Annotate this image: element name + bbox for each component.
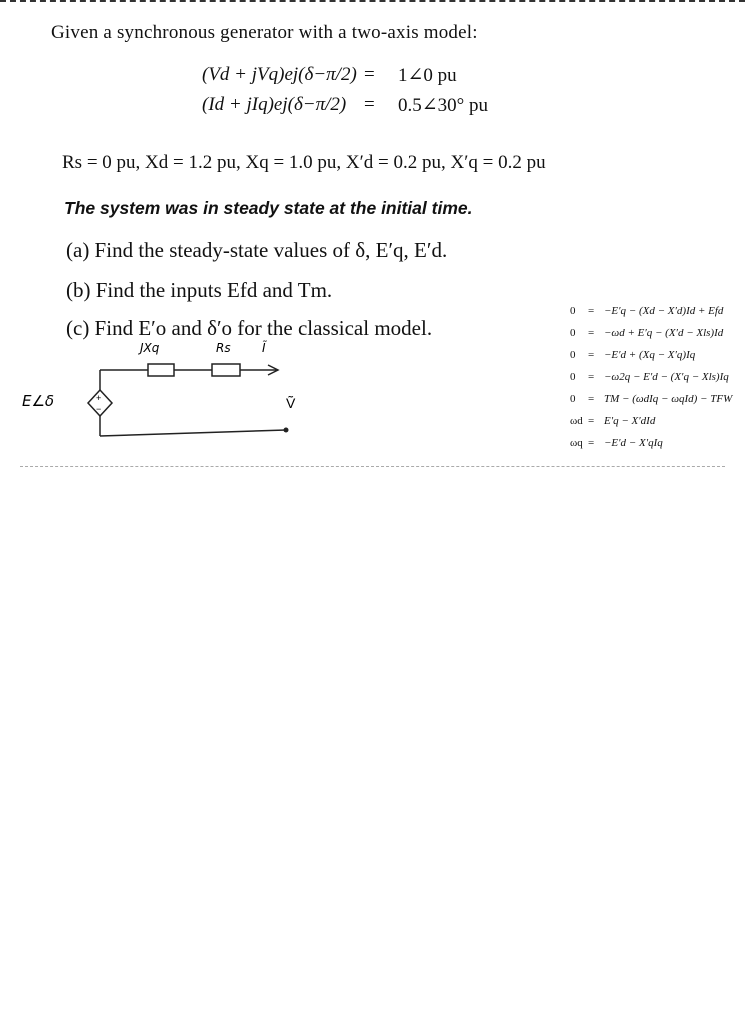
equation-lhs: (Vd + jVq)ej(δ−π/2) bbox=[202, 64, 357, 85]
system-rhs: E′q − X′dId bbox=[604, 415, 656, 427]
system-op: = bbox=[588, 415, 595, 427]
system-lhs: 0 bbox=[570, 305, 576, 317]
steady-state-note: The system was in steady state at the initial time. bbox=[64, 198, 473, 218]
reactance-jxq bbox=[148, 364, 174, 376]
equation-op: = bbox=[364, 94, 375, 115]
question-c: (c) Find E′o and δ′o for the classical model. bbox=[66, 316, 433, 340]
system-op: = bbox=[588, 437, 595, 449]
system-rhs: TM − (ωdIq − ωqId) − TFW bbox=[604, 393, 733, 405]
resistor-rs bbox=[212, 364, 240, 376]
system-rhs: −E′d − X′qIq bbox=[604, 437, 663, 449]
label-voltage: Ṽ bbox=[286, 395, 296, 411]
label-current: Ĩ bbox=[262, 341, 266, 355]
system-op: = bbox=[588, 349, 595, 361]
system-rhs: −E′q − (Xd − X′d)Id + Efd bbox=[604, 305, 724, 317]
equation-rhs: 1∠0 pu bbox=[398, 65, 457, 86]
system-lhs: 0 bbox=[570, 371, 576, 383]
circuit-diagram bbox=[0, 330, 330, 470]
system-op: = bbox=[588, 393, 595, 405]
equation-op: = bbox=[364, 64, 375, 85]
system-lhs: 0 bbox=[570, 327, 576, 339]
source-plus: + bbox=[96, 393, 102, 403]
system-lhs: 0 bbox=[570, 349, 576, 361]
system-lhs: ωq bbox=[570, 437, 583, 449]
wire-bottom bbox=[100, 430, 286, 436]
system-op: = bbox=[588, 305, 595, 317]
intro-text: Given a synchronous generator with a two-axis model: bbox=[51, 22, 478, 43]
parameter-line: Rs = 0 pu, Xd = 1.2 pu, Xq = 1.0 pu, X′d = 0.2 pu, X′q = 0.2 pu bbox=[62, 152, 546, 173]
system-lhs: ωd bbox=[570, 415, 583, 427]
system-op: = bbox=[588, 371, 595, 383]
system-lhs: 0 bbox=[570, 393, 576, 405]
equation-rhs: 0.5∠30° pu bbox=[398, 95, 489, 116]
source-minus: − bbox=[96, 404, 102, 414]
terminal-bottom bbox=[284, 428, 289, 433]
system-rhs: −E′d + (Xq − X′q)Iq bbox=[604, 349, 696, 361]
equation-lhs: (Id + jIq)ej(δ−π/2) bbox=[202, 94, 347, 115]
top-dashed-rule bbox=[0, 0, 745, 2]
label-source: E∠δ bbox=[22, 392, 55, 410]
system-rhs: −ω2q − E′d − (X′q − Xls)Iq bbox=[604, 371, 729, 383]
label-rs: Rs bbox=[216, 341, 231, 355]
question-b: (b) Find the inputs Efd and Tm. bbox=[66, 278, 333, 302]
question-a: (a) Find the steady-state values of δ, E′q, E′d. bbox=[66, 238, 448, 262]
system-rhs: −ωd + E′q − (X′d − Xls)Id bbox=[604, 327, 724, 339]
bottom-dashed-rule bbox=[20, 466, 725, 467]
label-jxq: JXq bbox=[140, 341, 160, 355]
system-op: = bbox=[588, 327, 595, 339]
